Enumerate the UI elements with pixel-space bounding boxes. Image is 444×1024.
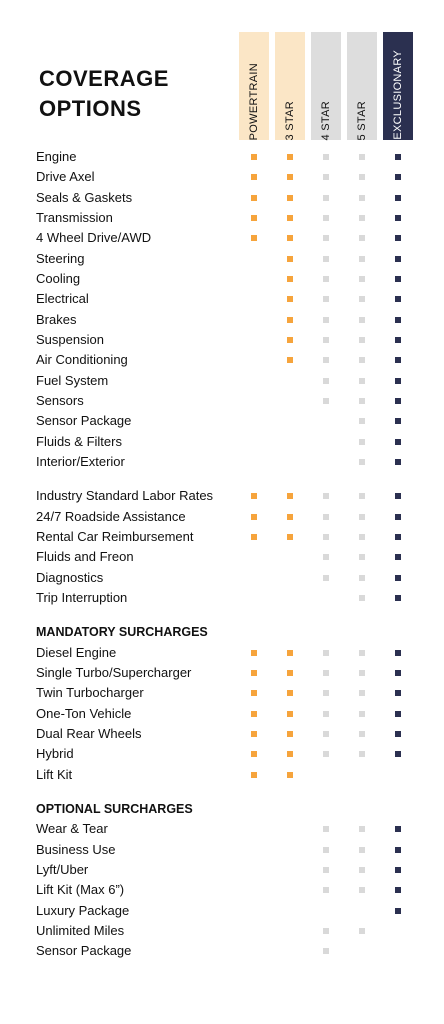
row-label: Diagnostics — [36, 569, 104, 585]
coverage-marker — [359, 847, 365, 853]
section-heading — [0, 799, 444, 819]
coverage-marker — [359, 554, 365, 560]
coverage-marker — [323, 887, 329, 893]
coverage-marker — [395, 751, 401, 757]
table-row — [0, 486, 444, 506]
coverage-marker — [359, 337, 365, 343]
coverage-marker — [395, 534, 401, 540]
coverage-marker — [359, 887, 365, 893]
coverage-marker — [323, 215, 329, 221]
column-header-exclusionary — [383, 32, 413, 140]
coverage-marker — [395, 154, 401, 160]
coverage-marker — [251, 751, 257, 757]
row-label: Industry Standard Labor Rates — [36, 488, 214, 504]
coverage-marker — [359, 534, 365, 540]
coverage-marker — [323, 690, 329, 696]
coverage-marker — [323, 826, 329, 832]
coverage-marker — [287, 534, 293, 540]
row-label: Drive Axel — [36, 169, 95, 185]
coverage-marker — [359, 575, 365, 581]
coverage-marker — [395, 650, 401, 656]
coverage-marker — [359, 690, 365, 696]
coverage-marker — [359, 235, 365, 241]
coverage-marker — [323, 554, 329, 560]
coverage-marker — [359, 867, 365, 873]
coverage-marker — [323, 711, 329, 717]
coverage-marker — [395, 357, 401, 363]
coverage-marker — [359, 711, 365, 717]
coverage-marker — [287, 317, 293, 323]
coverage-marker — [395, 690, 401, 696]
coverage-marker — [323, 493, 329, 499]
coverage-marker — [395, 195, 401, 201]
coverage-marker — [359, 751, 365, 757]
coverage-marker — [287, 711, 293, 717]
coverage-marker — [323, 357, 329, 363]
coverage-marker — [395, 826, 401, 832]
row-label: Business Use — [36, 841, 116, 857]
coverage-marker — [359, 276, 365, 282]
coverage-marker — [359, 493, 365, 499]
coverage-marker — [395, 418, 401, 424]
column-label: EXCLUSIONARY — [392, 50, 404, 140]
table-row — [0, 330, 444, 350]
row-label: Diesel Engine — [36, 644, 117, 660]
section-heading-label: MANDATORY SURCHARGES — [36, 625, 208, 640]
row-label: Interior/Exterior — [36, 453, 125, 469]
coverage-marker — [323, 276, 329, 282]
coverage-marker — [323, 378, 329, 384]
row-label: Luxury Package — [36, 902, 130, 918]
row-label: One-Ton Vehicle — [36, 705, 132, 721]
coverage-marker — [395, 317, 401, 323]
coverage-marker — [323, 398, 329, 404]
row-label: Unlimited Miles — [36, 922, 125, 938]
row-label: Brakes — [36, 311, 77, 327]
row-label: Rental Car Reimbursement — [36, 528, 194, 544]
coverage-marker — [359, 595, 365, 601]
row-label: Wear & Tear — [36, 821, 108, 837]
coverage-marker — [323, 534, 329, 540]
row-label: Air Conditioning — [36, 352, 128, 368]
table-row — [0, 527, 444, 547]
table-row — [0, 683, 444, 703]
coverage-marker — [359, 195, 365, 201]
coverage-marker — [395, 575, 401, 581]
coverage-marker — [395, 867, 401, 873]
coverage-marker — [323, 847, 329, 853]
column-header-powertrain — [239, 32, 269, 140]
coverage-marker — [287, 357, 293, 363]
row-label: Cooling — [36, 270, 81, 286]
coverage-marker — [251, 195, 257, 201]
column-label: 5 STAR — [356, 100, 368, 140]
row-label: Single Turbo/Supercharger — [36, 664, 192, 680]
coverage-marker — [359, 357, 365, 363]
coverage-marker — [395, 256, 401, 262]
row-label: Electrical — [36, 291, 89, 307]
coverage-marker — [395, 378, 401, 384]
row-label: Fluids and Freon — [36, 549, 134, 565]
table-row — [0, 310, 444, 330]
coverage-marker — [395, 296, 401, 302]
coverage-marker — [287, 174, 293, 180]
coverage-marker — [395, 337, 401, 343]
coverage-marker — [323, 296, 329, 302]
row-label: Hybrid — [36, 746, 74, 762]
table-row — [0, 704, 444, 724]
table-row — [0, 880, 444, 900]
table-row — [0, 350, 444, 370]
coverage-marker — [395, 847, 401, 853]
coverage-marker — [287, 772, 293, 778]
coverage-marker — [251, 493, 257, 499]
coverage-marker — [251, 174, 257, 180]
coverage-marker — [359, 650, 365, 656]
coverage-marker — [251, 731, 257, 737]
row-label: Lift Kit (Max 6”) — [36, 882, 125, 898]
row-label: Fuel System — [36, 372, 109, 388]
coverage-marker — [287, 256, 293, 262]
table-row — [0, 547, 444, 567]
page-title — [39, 64, 169, 124]
coverage-marker — [359, 174, 365, 180]
table-row — [0, 452, 444, 472]
coverage-marker — [359, 418, 365, 424]
row-label: Steering — [36, 250, 85, 266]
row-label: Lift Kit — [36, 766, 73, 782]
coverage-marker — [287, 514, 293, 520]
coverage-marker — [359, 670, 365, 676]
coverage-marker — [395, 493, 401, 499]
table-row — [0, 147, 444, 167]
section-heading — [0, 622, 444, 642]
coverage-marker — [395, 398, 401, 404]
coverage-marker — [323, 670, 329, 676]
table-row — [0, 724, 444, 744]
coverage-marker — [251, 670, 257, 676]
coverage-marker — [323, 317, 329, 323]
coverage-marker — [359, 514, 365, 520]
table-row — [0, 432, 444, 452]
section-heading-label: OPTIONAL SURCHARGES — [36, 801, 193, 816]
table-row — [0, 228, 444, 248]
coverage-marker — [323, 751, 329, 757]
table-row — [0, 391, 444, 411]
coverage-marker — [287, 650, 293, 656]
row-label: Sensor Package — [36, 943, 132, 959]
coverage-marker — [323, 731, 329, 737]
row-label: Lyft/Uber — [36, 861, 89, 877]
coverage-marker — [395, 670, 401, 676]
coverage-marker — [251, 235, 257, 241]
column-label: POWERTRAIN — [248, 62, 260, 140]
row-label: Suspension — [36, 331, 104, 347]
coverage-marker — [395, 276, 401, 282]
coverage-marker — [395, 439, 401, 445]
title-line-2: OPTIONS — [39, 96, 142, 121]
coverage-marker — [323, 928, 329, 934]
table-row — [0, 765, 444, 785]
coverage-marker — [359, 154, 365, 160]
table-row — [0, 269, 444, 289]
coverage-marker — [251, 690, 257, 696]
coverage-marker — [287, 493, 293, 499]
coverage-marker — [359, 731, 365, 737]
table-row — [0, 643, 444, 663]
coverage-marker — [323, 174, 329, 180]
row-label: Engine — [36, 149, 77, 164]
coverage-marker — [287, 215, 293, 221]
coverage-marker — [287, 337, 293, 343]
table-row — [0, 588, 444, 608]
table-row — [0, 663, 444, 683]
coverage-marker — [359, 439, 365, 445]
table-row — [0, 921, 444, 941]
table-row — [0, 371, 444, 391]
coverage-marker — [323, 514, 329, 520]
title-line-1: COVERAGE — [39, 66, 169, 91]
column-header-4-star — [311, 32, 341, 140]
coverage-marker — [251, 215, 257, 221]
coverage-marker — [287, 731, 293, 737]
table-row — [0, 840, 444, 860]
coverage-marker — [251, 534, 257, 540]
coverage-marker — [323, 575, 329, 581]
coverage-marker — [395, 459, 401, 465]
table-row — [0, 289, 444, 309]
coverage-marker — [287, 276, 293, 282]
table-row — [0, 860, 444, 880]
coverage-marker — [251, 772, 257, 778]
table-row — [0, 568, 444, 588]
table-row — [0, 208, 444, 228]
table-row — [0, 411, 444, 431]
coverage-marker — [287, 296, 293, 302]
column-header-3-star — [275, 32, 305, 140]
coverage-marker — [359, 398, 365, 404]
coverage-marker — [251, 650, 257, 656]
row-label: Trip Interruption — [36, 589, 128, 605]
table-row — [0, 188, 444, 208]
coverage-marker — [323, 154, 329, 160]
row-label: 4 Wheel Drive/AWD — [36, 230, 152, 246]
table-row — [0, 901, 444, 921]
coverage-marker — [287, 195, 293, 201]
coverage-marker — [287, 690, 293, 696]
column-label: 3 STAR — [284, 100, 296, 140]
coverage-marker — [287, 154, 293, 160]
coverage-marker — [359, 459, 365, 465]
coverage-marker — [323, 867, 329, 873]
table-row — [0, 941, 444, 961]
coverage-marker — [323, 948, 329, 954]
coverage-marker — [359, 317, 365, 323]
coverage-marker — [395, 514, 401, 520]
row-label: Dual Rear Wheels — [36, 725, 142, 741]
coverage-marker — [395, 908, 401, 914]
coverage-marker — [251, 514, 257, 520]
coverage-marker — [395, 887, 401, 893]
table-row — [0, 819, 444, 839]
coverage-marker — [323, 650, 329, 656]
row-label: Sensor Package — [36, 413, 132, 429]
coverage-marker — [323, 235, 329, 241]
coverage-marker — [395, 554, 401, 560]
row-label: 24/7 Roadside Assistance — [36, 508, 186, 524]
row-label: Sensors — [36, 392, 84, 408]
column-header-5-star — [347, 32, 377, 140]
coverage-marker — [395, 595, 401, 601]
coverage-marker — [323, 256, 329, 262]
coverage-marker — [359, 826, 365, 832]
coverage-marker — [359, 378, 365, 384]
coverage-marker — [359, 215, 365, 221]
coverage-marker — [251, 154, 257, 160]
table-row — [0, 507, 444, 527]
coverage-marker — [323, 195, 329, 201]
coverage-marker — [395, 731, 401, 737]
coverage-marker — [287, 751, 293, 757]
table-row — [0, 167, 444, 187]
coverage-marker — [359, 296, 365, 302]
coverage-marker — [395, 711, 401, 717]
coverage-marker — [359, 256, 365, 262]
coverage-marker — [287, 235, 293, 241]
coverage-marker — [359, 928, 365, 934]
coverage-marker — [395, 174, 401, 180]
coverage-marker — [287, 670, 293, 676]
table-row — [0, 249, 444, 269]
coverage-marker — [395, 235, 401, 241]
row-label: Transmission — [36, 209, 113, 225]
column-label: 4 STAR — [320, 100, 332, 140]
row-label: Fluids & Filters — [36, 433, 122, 449]
table-row — [0, 744, 444, 764]
coverage-marker — [395, 215, 401, 221]
coverage-marker — [251, 711, 257, 717]
row-label: Twin Turbocharger — [36, 685, 144, 701]
row-label: Seals & Gaskets — [36, 189, 133, 205]
coverage-marker — [323, 337, 329, 343]
